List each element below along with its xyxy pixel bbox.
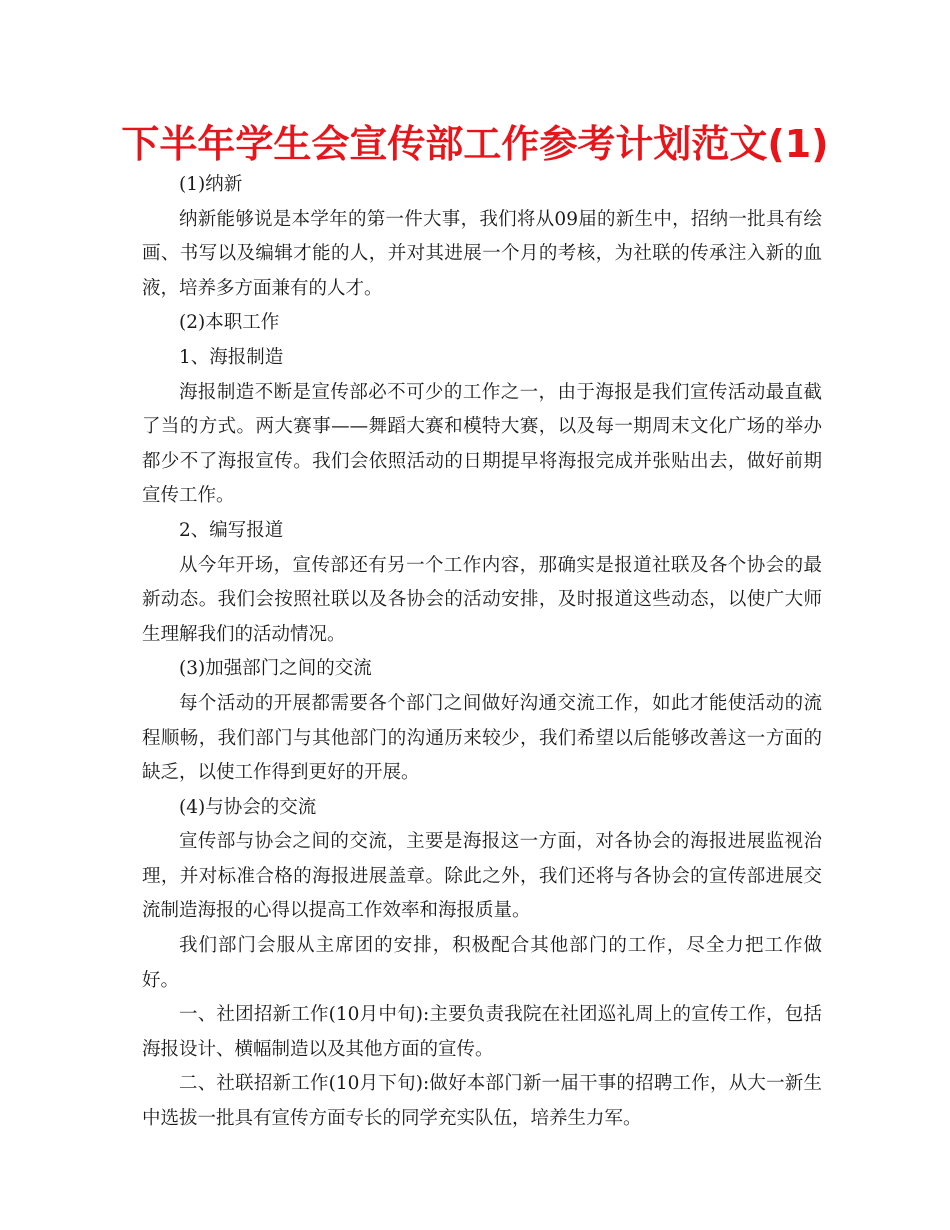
paragraph: 二、社联招新工作(10月下旬):做好本部门新一届干事的招聘工作，从大一新生中选拔一批具有宣传方面专长的同学充实队伍，培养生力军。: [142, 1073, 822, 1130]
heading-core-work: (2)本职工作: [179, 312, 280, 334]
paragraph: 从今年开场，宣传部还有另一个工作内容，那确实是报道社联及各个协会的最新动态。我们会按照社联以及各协会的活动安排，及时报道这些动态，以使广大师生理解我们的活动情况。: [142, 554, 822, 645]
heading-department-exchange: (3)加强部门之间的交流: [179, 658, 372, 680]
document-title: 下半年学生会宣传部工作参考计划范文(1): [121, 122, 829, 166]
paragraph: 宣传部与协会之间的交流，主要是海报这一方面，对各协会的海报进展监视治理，并对标准合格的海报进展盖章。除此之外，我们还将与各协会的宣传部进展交流制造海报的心得以提高工作效率和海报质量。: [142, 831, 822, 922]
paragraph: 每个活动的开展都需要各个部门之间做好沟通交流工作，如此才能使活动的流程顺畅，我们部门与其他部门的沟通历来较少，我们希望以后能够改善这一方面的缺乏，以使工作得到更好的开展。: [142, 692, 822, 784]
subheading-poster-making: 1、海报制造: [179, 346, 284, 368]
paragraph: 我们部门会服从主席团的安排，积极配合其他部门的工作，尽全力把工作做好。: [142, 935, 822, 991]
paragraph: 一、社团招新工作(10月中旬):主要负责我院在社团巡礼周上的宣传工作，包括海报设计、横幅制造以及其他方面的宣传。: [142, 1004, 822, 1060]
heading-association-exchange: (4)与协会的交流: [179, 796, 317, 818]
subheading-reporting: 2、编写报道: [179, 519, 284, 541]
heading-recruitment: (1)纳新: [179, 174, 243, 195]
paragraph: 纳新能够说是本学年的第一件大事，我们将从09届的新生中，招纳一批具有绘画、书写以及编辑才能的人，并对其进展一个月的考核，为社联的传承注入新的血液，培养多方面兼有的人才。: [142, 208, 822, 299]
document-body: [142, 168, 822, 1137]
paragraph: 海报制造不断是宣传部必不可少的工作之一，由于海报是我们宣传活动最直截了当的方式。两大赛事——舞蹈大赛和模特大赛，以及每一期周末文化广场的举办都少不了海报宣传。我们会依照活动的日期提早将海报完成并张贴出去，做好前期宣传工作。: [142, 381, 822, 507]
